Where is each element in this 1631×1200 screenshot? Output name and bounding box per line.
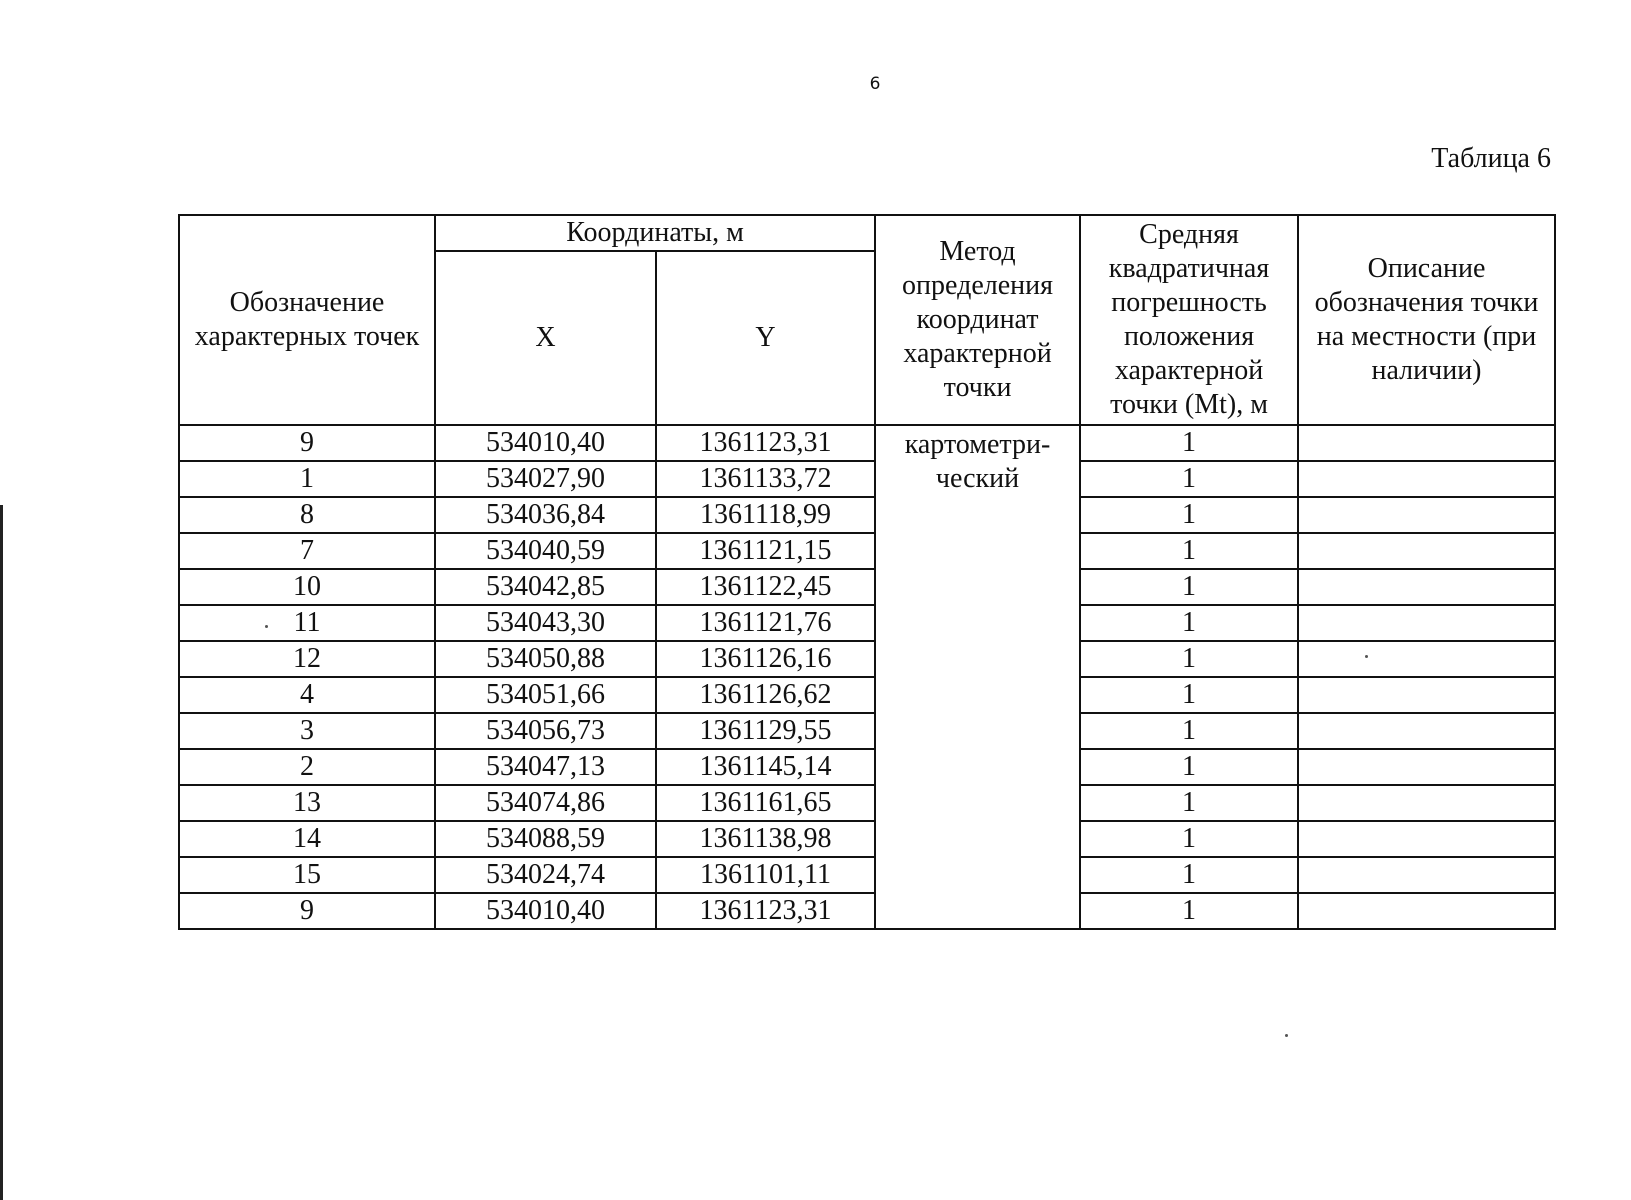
- header-method: Метод определения координат характерной точки: [875, 215, 1080, 425]
- cell-description: [1298, 425, 1555, 461]
- cell-y-coordinate: 1361129,55: [656, 713, 875, 749]
- table-row: [179, 605, 1555, 641]
- cell-point-designation: 9: [179, 893, 435, 929]
- cell-description: [1298, 461, 1555, 497]
- cell-description: [1298, 749, 1555, 785]
- cell-description: [1298, 641, 1555, 677]
- table-row: [179, 821, 1555, 857]
- cell-mean-square-error: 1: [1080, 533, 1298, 569]
- header-x: X: [435, 251, 656, 425]
- cell-x-coordinate: 534074,86: [435, 785, 656, 821]
- page-number: 6: [869, 74, 881, 94]
- cell-y-coordinate: 1361145,14: [656, 749, 875, 785]
- cell-mean-square-error: 1: [1080, 821, 1298, 857]
- cell-mean-square-error: 1: [1080, 569, 1298, 605]
- cell-x-coordinate: 534010,40: [435, 893, 656, 929]
- table-row: [179, 857, 1555, 893]
- header-coordinates: Координаты, м: [435, 215, 875, 251]
- scan-speck: [1285, 1034, 1288, 1037]
- cell-x-coordinate: 534051,66: [435, 677, 656, 713]
- table-row: [179, 785, 1555, 821]
- cell-point-designation: 9: [179, 425, 435, 461]
- cell-x-coordinate: 534024,74: [435, 857, 656, 893]
- table-row: [179, 569, 1555, 605]
- cell-mean-square-error: 1: [1080, 425, 1298, 461]
- cell-y-coordinate: 1361101,11: [656, 857, 875, 893]
- coordinates-table: [178, 214, 1556, 930]
- cell-y-coordinate: 1361126,62: [656, 677, 875, 713]
- cell-description: [1298, 785, 1555, 821]
- cell-description: [1298, 605, 1555, 641]
- cell-x-coordinate: 534047,13: [435, 749, 656, 785]
- cell-mean-square-error: 1: [1080, 497, 1298, 533]
- table-caption: Таблица 6: [1431, 143, 1551, 174]
- header-description: Описание обозначения точки на местности (при наличии): [1298, 215, 1555, 425]
- table-row: [179, 461, 1555, 497]
- cell-point-designation: 3: [179, 713, 435, 749]
- scan-edge-line: [0, 505, 3, 1200]
- cell-mean-square-error: 1: [1080, 893, 1298, 929]
- cell-x-coordinate: 534027,90: [435, 461, 656, 497]
- cell-point-designation: 12: [179, 641, 435, 677]
- cell-description: [1298, 677, 1555, 713]
- cell-mean-square-error: 1: [1080, 641, 1298, 677]
- table-row: [179, 713, 1555, 749]
- cell-x-coordinate: 534043,30: [435, 605, 656, 641]
- cell-mean-square-error: 1: [1080, 857, 1298, 893]
- cell-mean-square-error: 1: [1080, 605, 1298, 641]
- scan-speck: [1365, 655, 1368, 658]
- cell-point-designation: 1: [179, 461, 435, 497]
- header-mean-square-error: Средняя квадратичная погрешность положения характерной точки (Mt), м: [1080, 215, 1298, 425]
- cell-x-coordinate: 534042,85: [435, 569, 656, 605]
- cell-point-designation: 4: [179, 677, 435, 713]
- cell-mean-square-error: 1: [1080, 461, 1298, 497]
- cell-y-coordinate: 1361138,98: [656, 821, 875, 857]
- cell-point-designation: 13: [179, 785, 435, 821]
- table-row: [179, 497, 1555, 533]
- table-row: [179, 425, 1555, 461]
- table-row: [179, 749, 1555, 785]
- cell-point-designation: 15: [179, 857, 435, 893]
- cell-y-coordinate: 1361123,31: [656, 893, 875, 929]
- header-point-designation: Обозначение характерных точек: [179, 215, 435, 425]
- cell-description: [1298, 533, 1555, 569]
- cell-y-coordinate: 1361121,15: [656, 533, 875, 569]
- cell-x-coordinate: 534010,40: [435, 425, 656, 461]
- cell-mean-square-error: 1: [1080, 749, 1298, 785]
- cell-y-coordinate: 1361121,76: [656, 605, 875, 641]
- cell-description: [1298, 497, 1555, 533]
- cell-description: [1298, 569, 1555, 605]
- cell-description: [1298, 821, 1555, 857]
- cell-x-coordinate: 534088,59: [435, 821, 656, 857]
- cell-x-coordinate: 534056,73: [435, 713, 656, 749]
- cell-point-designation: 7: [179, 533, 435, 569]
- cell-y-coordinate: 1361161,65: [656, 785, 875, 821]
- cell-point-designation: 8: [179, 497, 435, 533]
- cell-y-coordinate: 1361118,99: [656, 497, 875, 533]
- cell-mean-square-error: 1: [1080, 713, 1298, 749]
- cell-point-designation: 10: [179, 569, 435, 605]
- table-row: [179, 893, 1555, 929]
- table-row: [179, 533, 1555, 569]
- cell-method: картометри- ческий: [875, 425, 1080, 929]
- cell-description: [1298, 857, 1555, 893]
- table-row: [179, 677, 1555, 713]
- cell-y-coordinate: 1361133,72: [656, 461, 875, 497]
- cell-description: [1298, 893, 1555, 929]
- cell-point-designation: 11: [179, 605, 435, 641]
- cell-description: [1298, 713, 1555, 749]
- cell-y-coordinate: 1361123,31: [656, 425, 875, 461]
- cell-point-designation: 2: [179, 749, 435, 785]
- cell-mean-square-error: 1: [1080, 677, 1298, 713]
- cell-x-coordinate: 534036,84: [435, 497, 656, 533]
- header-y: Y: [656, 251, 875, 425]
- table-row: [179, 641, 1555, 677]
- cell-y-coordinate: 1361122,45: [656, 569, 875, 605]
- scan-speck: [265, 625, 268, 628]
- cell-x-coordinate: 534040,59: [435, 533, 656, 569]
- cell-point-designation: 14: [179, 821, 435, 857]
- cell-mean-square-error: 1: [1080, 785, 1298, 821]
- cell-x-coordinate: 534050,88: [435, 641, 656, 677]
- cell-y-coordinate: 1361126,16: [656, 641, 875, 677]
